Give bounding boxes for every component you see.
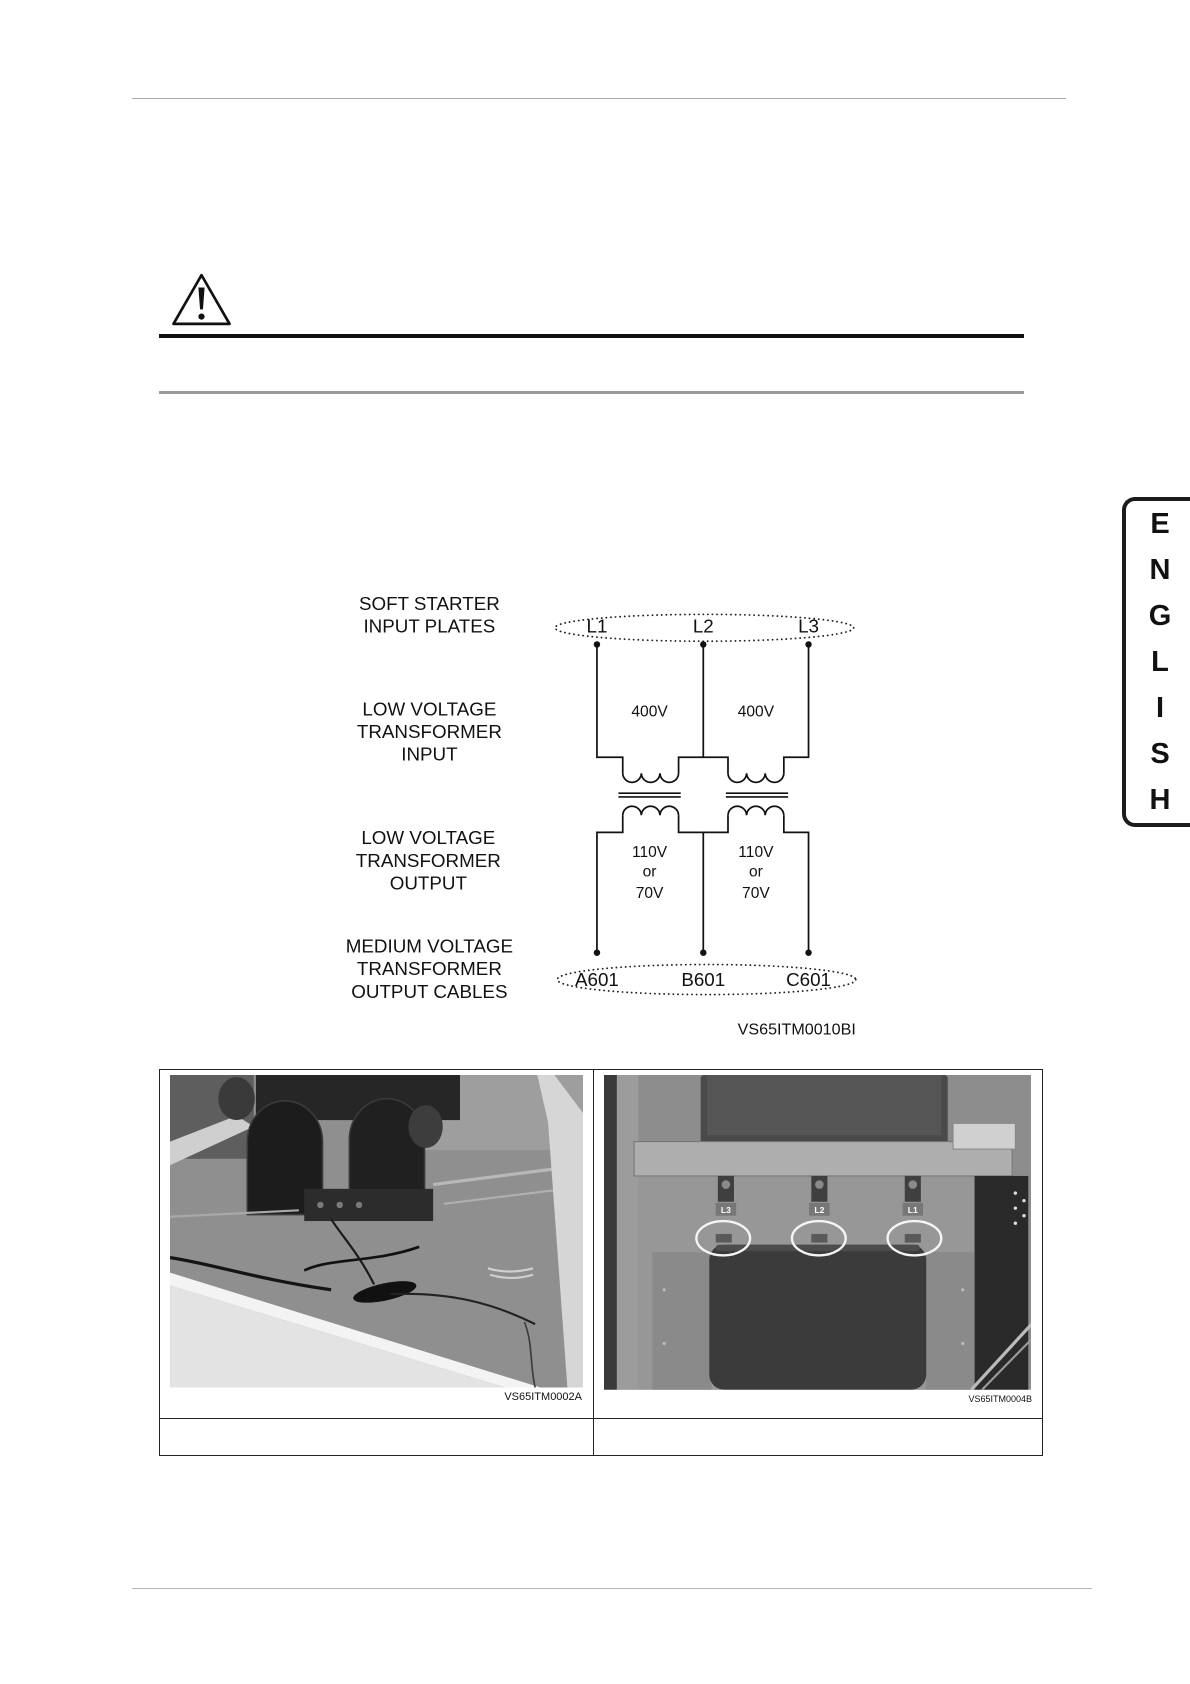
side-tab-letter: I — [1155, 692, 1165, 724]
photo-rivet — [1013, 1222, 1016, 1225]
terminal-dot-b601 — [700, 949, 706, 955]
stage-label-mv-output: OUTPUT CABLES — [351, 980, 508, 1002]
photo-left-strip — [604, 1075, 617, 1390]
secondary-coil-left — [623, 806, 679, 815]
primary-voltage-left: 400V — [631, 703, 668, 721]
terminal-dot-a601 — [594, 949, 600, 955]
photo-left-figure-code: VS65ITM0002A — [504, 1391, 582, 1403]
photo-rivet — [1013, 1192, 1016, 1195]
side-tab-letter: L — [1151, 646, 1169, 678]
stage-label-lv-output: LOW VOLTAGE — [361, 827, 496, 849]
photo-rivet — [1022, 1199, 1025, 1202]
photo-left-panel — [616, 1075, 637, 1390]
warning-exclamation-dot — [198, 313, 204, 319]
photo-terminal-label-l3: L3 — [720, 1205, 731, 1216]
stage-label-lv-output: TRANSFORMER — [355, 849, 502, 871]
header-rule — [132, 98, 1066, 99]
wire-secondary-left-to-a601 — [597, 815, 623, 952]
diagram-figure-code: VS65ITM0010BI — [737, 1020, 857, 1039]
warning-top-rule — [159, 334, 1024, 338]
photo-side-panel — [926, 1252, 974, 1389]
warning-bottom-rule — [159, 391, 1024, 394]
primary-coil-left — [623, 773, 679, 782]
photo-rivet — [1022, 1214, 1025, 1217]
photo-right-figure-code: VS65ITM0004B — [968, 1394, 1032, 1404]
stage-label-input-plates: INPUT PLATES — [363, 615, 496, 637]
photo-busbar — [811, 1234, 827, 1243]
cable-label-c601: C601 — [786, 968, 832, 990]
secondary-voltage-right: 110V — [738, 844, 774, 862]
secondary-voltage-left: 70V — [635, 884, 664, 902]
phase-label-l1: L1 — [586, 615, 608, 637]
terminal-dot-c601 — [806, 949, 812, 955]
warning-triangle-icon — [170, 272, 233, 328]
secondary-voltage-left: or — [642, 863, 657, 881]
photo-top-box-face — [707, 1075, 941, 1135]
secondary-voltage-right: 70V — [742, 884, 770, 902]
wire-secondary-left-to-b601 — [679, 815, 704, 832]
side-tab-letter: E — [1150, 508, 1170, 540]
secondary-voltage-right: or — [749, 863, 764, 881]
photo-bolt — [355, 1202, 361, 1208]
stage-label-input-plates: SOFT STARTER — [359, 593, 501, 615]
photo-rivet — [961, 1342, 964, 1345]
photo-table-column-divider — [593, 1070, 594, 1456]
photo-caption-cell-right — [594, 1419, 1041, 1456]
photo-rivet — [662, 1288, 665, 1291]
wiring-diagram — [322, 580, 881, 1053]
wire-primary-left-to-l2 — [679, 757, 704, 773]
photo-busbar — [904, 1234, 920, 1243]
wire-secondary-right-to-b601 — [703, 815, 728, 832]
photo-bottom-box — [709, 1245, 926, 1390]
cable-label-b601: B601 — [681, 968, 726, 990]
photo-rivet — [1013, 1207, 1016, 1210]
photo-terminal-bolt — [908, 1180, 917, 1189]
side-tab-letter: N — [1149, 554, 1171, 586]
photo-rivet — [662, 1342, 665, 1345]
photo-cylinder-right — [408, 1105, 442, 1148]
language-side-tab — [1122, 497, 1190, 827]
side-tab-letter: S — [1150, 738, 1170, 770]
photo-terminal-bolt — [815, 1180, 824, 1189]
phase-label-l3: L3 — [798, 615, 820, 637]
side-tab-letter: G — [1148, 600, 1172, 632]
photo-caption-cell-left — [160, 1419, 593, 1456]
photo-terminal-block — [953, 1123, 1015, 1149]
photo-terminal-label-l1: L1 — [907, 1205, 918, 1216]
wire-l1-to-primary-left — [597, 644, 623, 773]
photo-cylinder-left — [218, 1077, 255, 1120]
photo-bolt — [336, 1202, 342, 1208]
photo-input-plates — [604, 1075, 1032, 1390]
wire-primary-right-to-l3 — [784, 644, 809, 773]
primary-coil-right — [728, 773, 784, 782]
wire-l2-primary — [703, 644, 728, 773]
photo-terminal-label-l2: L2 — [813, 1205, 824, 1216]
photo-bolt — [317, 1202, 323, 1208]
photo-terminal-bolt — [721, 1180, 730, 1189]
secondary-coil-right — [728, 806, 784, 815]
photo-transformer-wiring — [170, 1075, 584, 1388]
footer-rule — [132, 1588, 1092, 1589]
photo-busbar — [715, 1234, 731, 1243]
stage-label-mv-output: TRANSFORMER — [357, 958, 503, 980]
photo-rivet — [961, 1288, 964, 1291]
secondary-voltage-left: 110V — [632, 844, 668, 862]
photo-side-panel — [652, 1252, 711, 1389]
stage-label-lv-input: INPUT — [401, 743, 458, 765]
stage-label-lv-input: TRANSFORMER — [357, 720, 503, 742]
phase-label-l2: L2 — [693, 615, 714, 637]
primary-voltage-right: 400V — [737, 703, 775, 721]
cable-label-a601: A601 — [575, 968, 620, 990]
stage-label-lv-input: LOW VOLTAGE — [362, 698, 497, 720]
wire-secondary-right-to-c601 — [784, 815, 809, 952]
stage-label-mv-output: MEDIUM VOLTAGE — [345, 935, 514, 957]
stage-label-lv-output: OUTPUT — [389, 872, 468, 894]
side-tab-letter: H — [1149, 784, 1171, 816]
